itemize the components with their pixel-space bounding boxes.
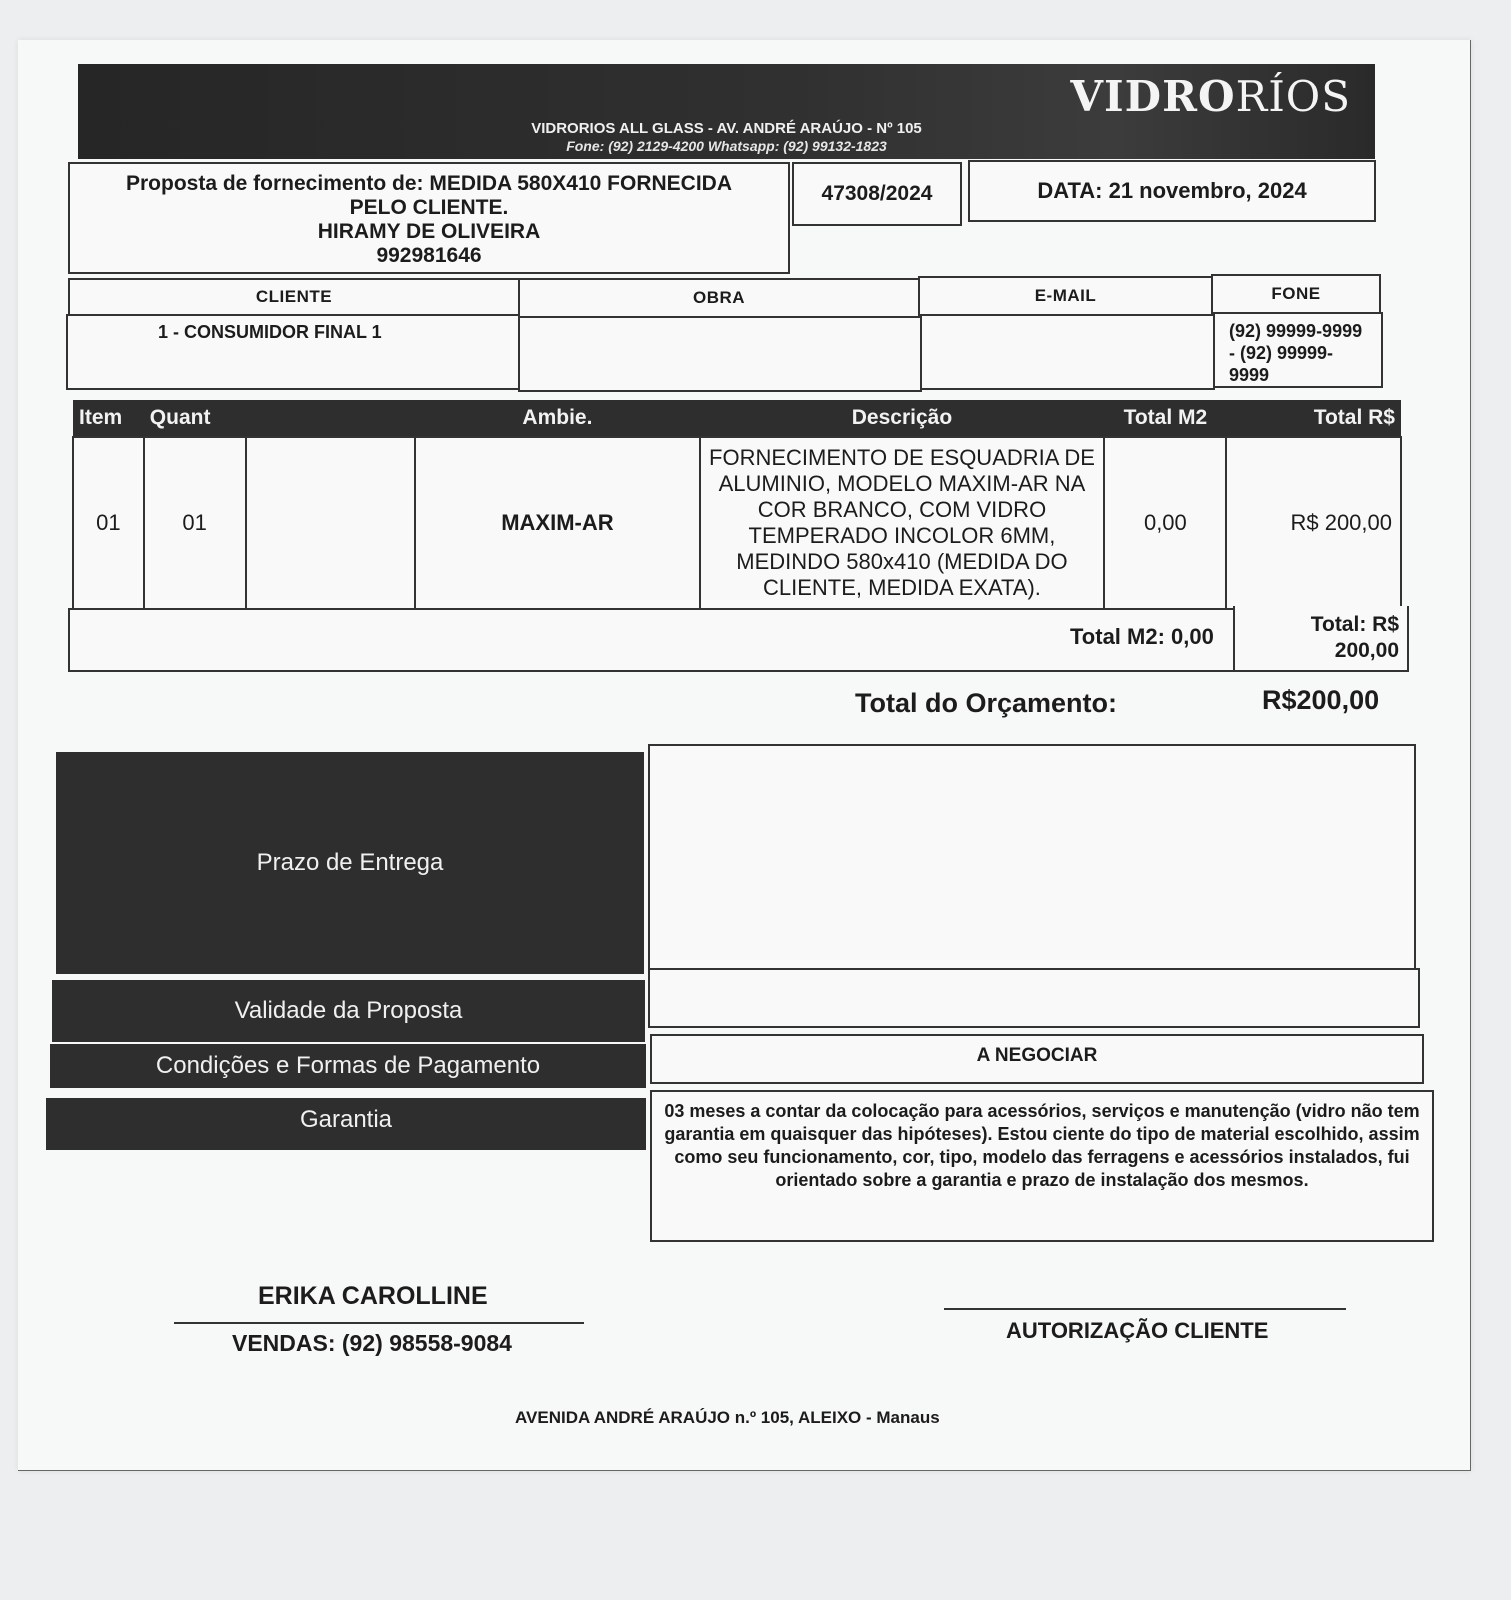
company-phones: Fone: (92) 2129-4200 Whatsapp: (92) 99132-1823 bbox=[566, 138, 887, 154]
item-ambiente bbox=[246, 437, 416, 609]
item-quant: 01 bbox=[144, 437, 246, 609]
budget-total-label: Total do Orçamento: bbox=[855, 688, 1118, 718]
proposal-box bbox=[68, 162, 790, 274]
proposal-client-name: HIRAMY DE OLIVEIRA bbox=[317, 220, 541, 243]
header-fone: FONE bbox=[1211, 274, 1381, 314]
col-spacer bbox=[246, 400, 416, 437]
validade-value bbox=[648, 968, 1420, 1028]
client-phone: (92) 99999-9999 - (92) 99999-9999 bbox=[1213, 312, 1383, 388]
company-header bbox=[78, 64, 1375, 159]
prazo-label: Prazo de Entrega bbox=[56, 752, 644, 974]
col-item: Item bbox=[73, 400, 144, 437]
item-model: MAXIM-AR bbox=[415, 437, 699, 609]
header-cliente: CLIENTE bbox=[68, 278, 520, 316]
col-ambiente: Ambie. bbox=[415, 400, 699, 437]
obra-value bbox=[518, 316, 922, 392]
item-total-rs: R$ 200,00 bbox=[1226, 437, 1401, 609]
garantia-value: 03 meses a contar da colocação para acessórios, serviços e manutenção (vidro não tem garantia em quaisquer das hipóteses). Estou ciente do tipo de material escolhido, assim como seu funcionamento, cor, tipo, modelo das ferragens e acessórios instalados, fui orientado sobre a garantia e prazo de instalação dos mesmos. bbox=[650, 1090, 1434, 1242]
footer-address: AVENIDA ANDRÉ ARAÚJO n.º 105, ALEIXO - Manaus bbox=[515, 1408, 940, 1427]
item-description: FORNECIMENTO DE ESQUADRIA DE ALUMINIO, MODELO MAXIM-AR NA COR BRANCO, COM VIDRO TEMPERADO INCOLOR 6MM, MEDINDO 580x410 (MEDIDA DO CLIENTE, MEDIDA EXATA). bbox=[700, 437, 1105, 609]
client-signature-line bbox=[944, 1308, 1346, 1310]
header-email: E-MAIL bbox=[918, 276, 1213, 316]
garantia-label: Garantia bbox=[46, 1098, 646, 1150]
proposal-number: 47308/2024 bbox=[792, 162, 962, 226]
header-obra: OBRA bbox=[518, 278, 920, 318]
col-total-m2: Total M2 bbox=[1104, 400, 1226, 437]
pagamento-value: A NEGOCIAR bbox=[650, 1034, 1424, 1084]
proposal-client-phone: 992981646 bbox=[376, 244, 482, 267]
prazo-value bbox=[648, 744, 1416, 970]
proposal-line1: Proposta de fornecimento de: MEDIDA 580X410 FORNECIDA bbox=[125, 172, 732, 195]
proposal-date: DATA: 21 novembro, 2024 bbox=[968, 160, 1376, 222]
seller-phone: VENDAS: (92) 98558-9084 bbox=[232, 1330, 512, 1356]
col-total-rs: Total R$ bbox=[1226, 400, 1401, 437]
validade-label: Validade da Proposta bbox=[52, 980, 645, 1042]
items-table bbox=[72, 400, 1402, 610]
company-address: VIDRORIOS ALL GLASS - AV. ANDRÉ ARAÚJO - Nº 105 bbox=[531, 120, 922, 137]
total-rs: Total: R$ 200,00 bbox=[1233, 606, 1409, 672]
col-descricao: Descrição bbox=[700, 400, 1105, 437]
pagamento-label: Condições e Formas de Pagamento bbox=[50, 1044, 646, 1088]
table-row bbox=[73, 437, 1401, 609]
company-logo: VIDRORÍOS bbox=[1070, 72, 1351, 121]
client-name: 1 - CONSUMIDOR FINAL 1 bbox=[66, 314, 520, 390]
seller-signature-line bbox=[174, 1322, 584, 1324]
total-m2: Total M2: 0,00 bbox=[1070, 624, 1214, 649]
item-number: 01 bbox=[73, 437, 144, 609]
item-total-m2: 0,00 bbox=[1104, 437, 1226, 609]
items-header-row bbox=[73, 400, 1401, 437]
email-value bbox=[920, 314, 1215, 390]
client-authorization-label: AUTORIZAÇÃO CLIENTE bbox=[1006, 1318, 1269, 1343]
col-quant: Quant bbox=[144, 400, 246, 437]
budget-total-value: R$200,00 bbox=[1262, 685, 1380, 715]
seller-name: ERIKA CAROLLINE bbox=[258, 1282, 488, 1310]
proposal-line2: PELO CLIENTE. bbox=[349, 196, 509, 219]
